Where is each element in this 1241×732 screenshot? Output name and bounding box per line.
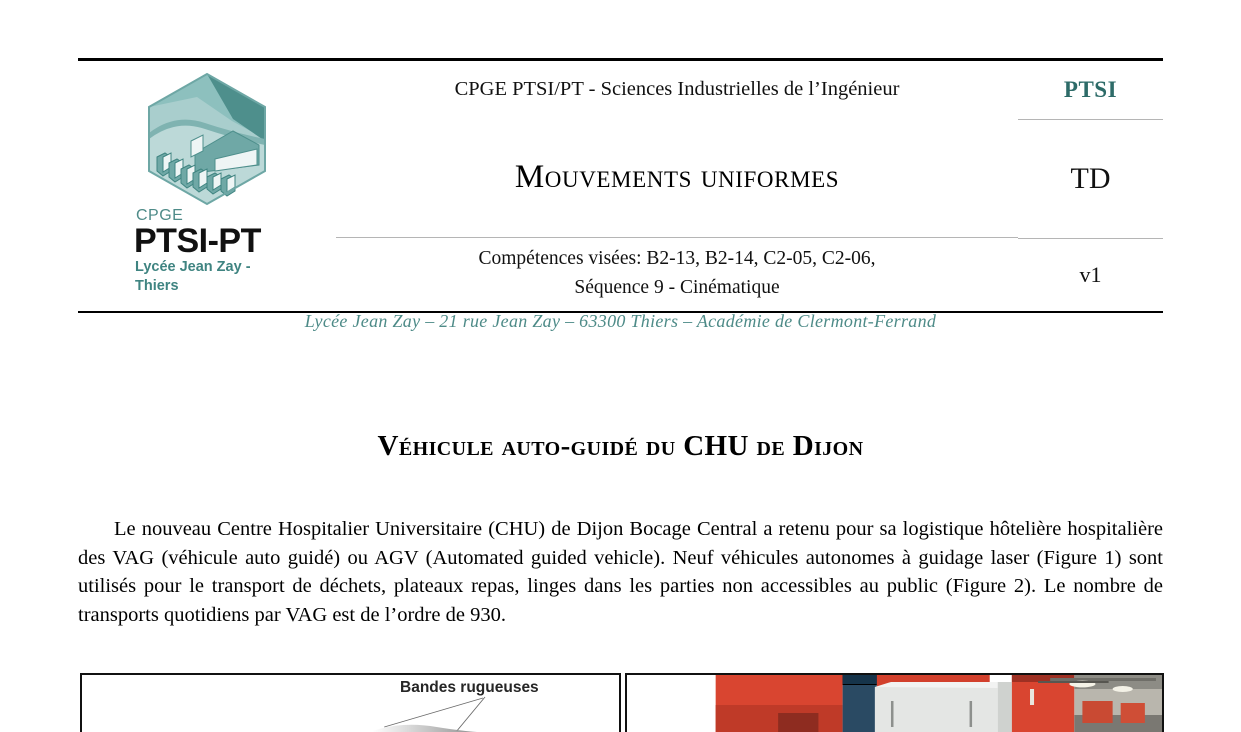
header-center-cell — [336, 61, 1018, 311]
school-address: Lycée Jean Zay – 21 rue Jean Zay – 63300 Thiers – Académie de Clermont-Ferrand — [304, 311, 937, 331]
header-version-row — [1018, 239, 1163, 311]
competences-line-2: Séquence 9 - Cinématique — [574, 276, 780, 298]
school-logo — [128, 69, 286, 296]
document-version: v1 — [1079, 261, 1102, 287]
competences-line-1: Compétences visées: B2-13, B2-14, C2-05, C2-06, — [478, 248, 876, 270]
header-subject-row — [336, 61, 1018, 119]
document-type: TD — [1070, 161, 1111, 195]
hexagon-logo-icon — [137, 69, 277, 209]
header-doctype-row — [1018, 120, 1163, 238]
figure-2-box — [625, 673, 1164, 732]
header-track-row — [1018, 61, 1163, 119]
intro-paragraph: Le nouveau Centre Hospitalier Universitaire (CHU) de Dijon Bocage Central a retenu pour sa logistique hôtelière hospitalière des VAG (véhicule auto guidé) ou AGV (Automated guided vehicle). Neuf véhicules autonomes à guidage laser (Figure 1) sont utilisés pour le transport de déchets, plateaux repas, linges dans les parties non accessibles au public (Figure 2). Le nombre de transports quotidiens par VAG est de l’ordre de 930. — [78, 518, 1163, 627]
header-logo-cell — [78, 61, 336, 311]
section-title: Véhicule auto-guidé du CHU de Dijon — [377, 430, 864, 462]
figure-row — [80, 673, 1160, 732]
header-subject: CPGE PTSI/PT - Sciences Industrielles de l’Ingénieur — [454, 78, 900, 100]
figure-1-annotation: Bandes rugueuses — [400, 679, 539, 696]
track-badge: PTSI — [1063, 76, 1118, 102]
logo-cpge-label: CPGE — [136, 206, 184, 224]
figure-2-photograph — [627, 675, 1162, 732]
header-grid — [78, 61, 1163, 311]
header-title-row — [336, 119, 1018, 237]
header-meta-cell — [1018, 61, 1163, 311]
document-header — [78, 58, 1163, 313]
header-competences-row — [336, 238, 1018, 310]
logo-name: PTSI-PT — [134, 222, 261, 261]
document-title: Mouvements uniformes — [514, 159, 840, 195]
logo-school-name: Lycée Jean Zay - Thiers — [135, 259, 251, 294]
figure-1-box — [80, 673, 621, 732]
